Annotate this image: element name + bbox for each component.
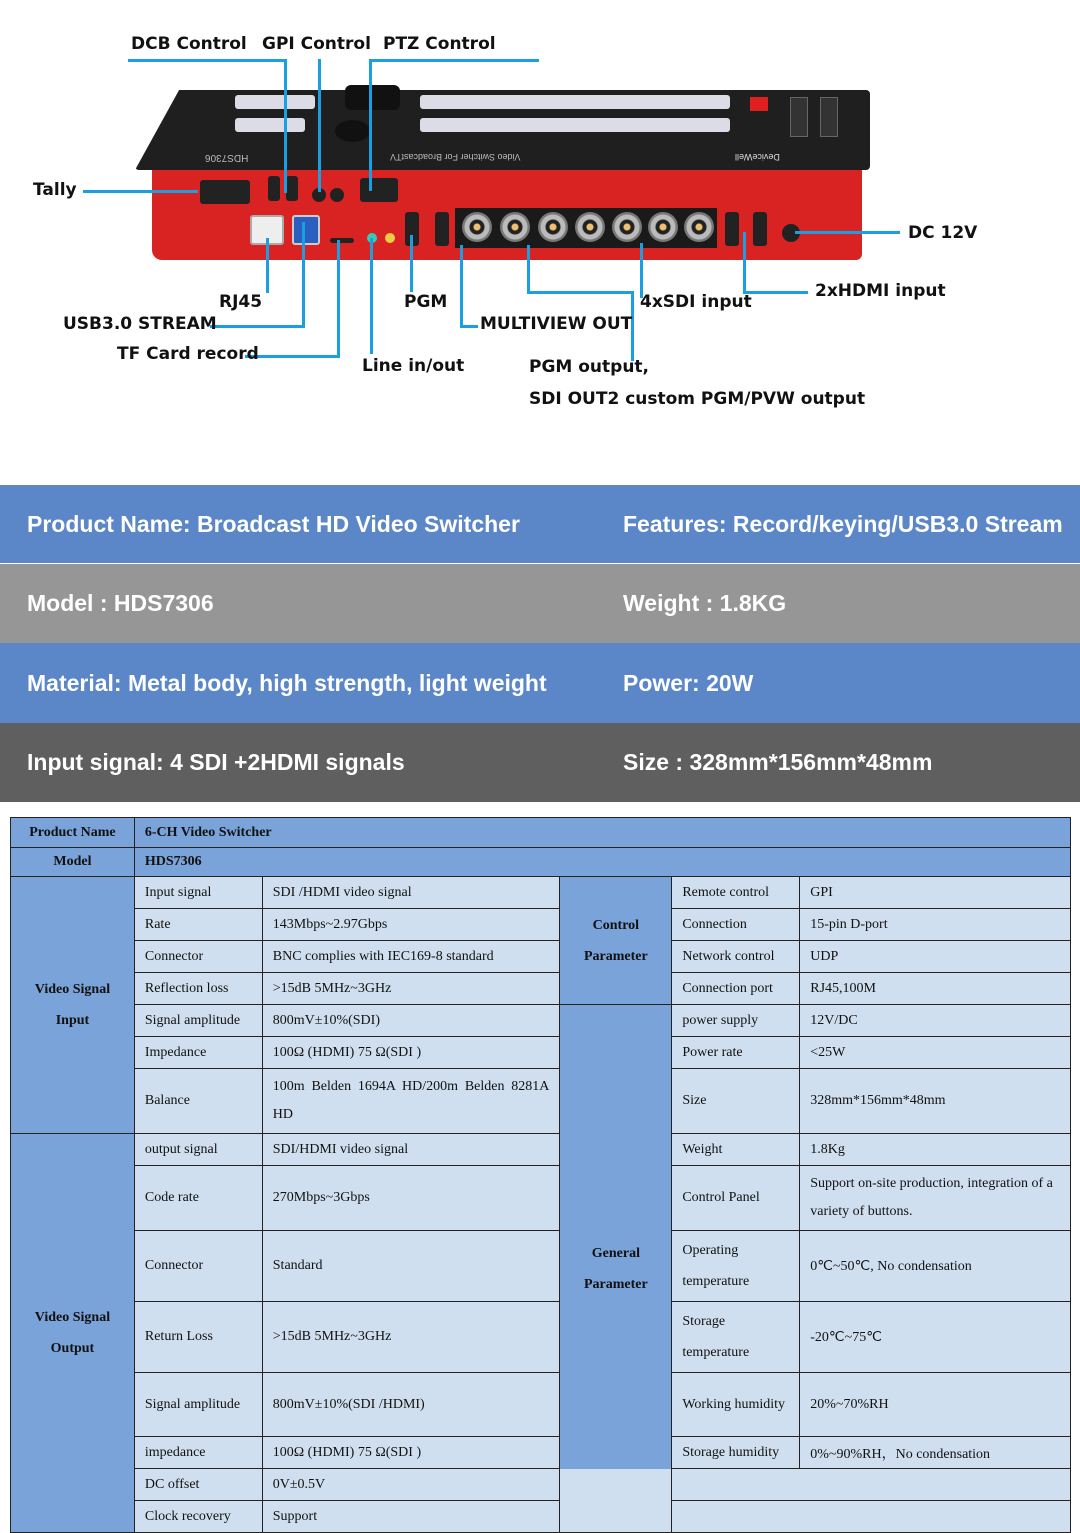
callout-line bbox=[795, 231, 900, 234]
callout-dc-12v: DC 12V bbox=[908, 223, 978, 243]
spec-label: output signal bbox=[134, 1134, 262, 1166]
device-buttons bbox=[235, 118, 305, 132]
spec-label: Clock recovery bbox=[134, 1501, 262, 1533]
spec-value: GPI bbox=[800, 877, 1071, 909]
spec-value: 800mV±10%(SDI) bbox=[262, 1005, 560, 1037]
bnc-connector-icon bbox=[538, 212, 568, 242]
summary-band-material bbox=[0, 643, 1080, 723]
callout-tf-card: TF Card record bbox=[117, 344, 259, 364]
model-value: HDS7306 bbox=[134, 848, 1070, 877]
callout-usb-stream: USB3.0 STREAM bbox=[63, 314, 217, 334]
knob-icon bbox=[335, 120, 370, 142]
bnc-connector-icon bbox=[500, 212, 530, 242]
band-material: Material: Metal body, high strength, light weight bbox=[27, 669, 547, 696]
callout-rj45: RJ45 bbox=[219, 292, 263, 312]
spec-label: Rate bbox=[134, 909, 262, 941]
hdmi-multiview-port-icon bbox=[435, 212, 449, 246]
callout-line bbox=[460, 245, 463, 327]
summary-band-input bbox=[0, 723, 1080, 802]
callout-line bbox=[743, 232, 746, 294]
spec-label: Power rate bbox=[672, 1037, 800, 1069]
product-hero-image bbox=[0, 0, 1080, 480]
callout-line bbox=[318, 59, 321, 192]
device-brand-label: DeviceWell bbox=[735, 152, 780, 162]
spec-value: 100m Belden 1694A HD/200m Belden 8281A HD bbox=[262, 1069, 560, 1134]
spec-label: Connector bbox=[134, 941, 262, 973]
callout-ptz-control: PTZ Control bbox=[383, 34, 496, 54]
tf-slot-icon bbox=[330, 238, 354, 243]
callout-multiview-out: MULTIVIEW OUT bbox=[480, 314, 633, 334]
spec-value: 143Mbps~2.97Gbps bbox=[262, 909, 560, 941]
band-power: Power: 20W bbox=[623, 669, 754, 696]
spec-value: SDI /HDMI video signal bbox=[262, 877, 560, 909]
usb3-port-icon bbox=[292, 215, 320, 245]
summary-band-model bbox=[0, 564, 1080, 643]
spec-value: <25W bbox=[800, 1037, 1071, 1069]
band-size: Size : 328mm*156mm*48mm bbox=[623, 749, 933, 775]
device-buttons bbox=[420, 95, 730, 109]
callout-line bbox=[640, 243, 643, 298]
spec-label: Impedance bbox=[134, 1037, 262, 1069]
callout-line bbox=[128, 59, 286, 62]
fader-icon bbox=[820, 97, 838, 137]
tally-port-icon bbox=[200, 180, 250, 204]
spec-value: >15dB 5MHz~3GHz bbox=[262, 973, 560, 1005]
callout-sdi-out2: SDI OUT2 custom PGM/PVW output bbox=[529, 389, 866, 409]
hdmi-in-port-icon bbox=[753, 212, 767, 246]
spec-label: DC offset bbox=[134, 1469, 262, 1501]
spec-value: 1.8Kg bbox=[800, 1134, 1071, 1166]
band-model: Model : HDS7306 bbox=[27, 590, 214, 616]
spec-label: Input signal bbox=[134, 877, 262, 909]
spec-label: Remote control bbox=[672, 877, 800, 909]
callout-line bbox=[337, 240, 340, 357]
callout-line bbox=[369, 59, 372, 191]
summary-band-product bbox=[0, 485, 1080, 563]
callout-line bbox=[743, 291, 808, 294]
callout-line bbox=[410, 235, 413, 292]
bnc-connector-icon bbox=[575, 212, 605, 242]
spec-value: UDP bbox=[800, 941, 1071, 973]
callout-line bbox=[245, 355, 340, 358]
spec-value: 328mm*156mm*48mm bbox=[800, 1069, 1071, 1134]
spec-value: Standard bbox=[262, 1231, 560, 1302]
device-subtitle-label: Video Switcher For BroadcastTV bbox=[390, 152, 521, 162]
spec-label: Storage humidity bbox=[672, 1437, 800, 1469]
callout-sdi-input: 4xSDI input bbox=[640, 292, 752, 312]
rs422-port-icon bbox=[360, 178, 398, 202]
spec-label: Storage temperature bbox=[672, 1302, 800, 1373]
fader-icon bbox=[750, 97, 768, 111]
callout-line bbox=[284, 59, 287, 193]
spec-label: Return Loss bbox=[134, 1302, 262, 1373]
spec-label: Signal amplitude bbox=[134, 1005, 262, 1037]
callout-line bbox=[302, 222, 305, 327]
band-product-name: Product Name: Broadcast HD Video Switcher bbox=[27, 510, 520, 537]
spec-label: Signal amplitude bbox=[134, 1373, 262, 1437]
spec-value: 800mV±10%(SDI /HDMI) bbox=[262, 1373, 560, 1437]
spec-label: Network control bbox=[672, 941, 800, 973]
device-buttons bbox=[420, 118, 730, 132]
spec-label: impedance bbox=[134, 1437, 262, 1469]
model-label: Model bbox=[11, 848, 135, 877]
spec-value: 0%~90%RH，No condensation bbox=[800, 1437, 1071, 1469]
bnc-connector-icon bbox=[648, 212, 678, 242]
callout-pgm: PGM bbox=[404, 292, 448, 312]
spec-value: >15dB 5MHz~3GHz bbox=[262, 1302, 560, 1373]
spec-value: 100Ω (HDMI) 75 Ω(SDI ) bbox=[262, 1037, 560, 1069]
spec-value: -20℃~75℃ bbox=[800, 1302, 1071, 1373]
product-name-label: Product Name bbox=[11, 818, 135, 848]
spec-label: Working humidity bbox=[672, 1373, 800, 1437]
spec-label: Connection bbox=[672, 909, 800, 941]
callout-hdmi-input: 2xHDMI input bbox=[815, 281, 946, 301]
band-input-signal: Input signal: 4 SDI +2HDMI signals bbox=[27, 749, 405, 775]
spec-label: Balance bbox=[134, 1069, 262, 1134]
callout-line bbox=[266, 238, 269, 293]
spec-value: 100Ω (HDMI) 75 Ω(SDI ) bbox=[262, 1437, 560, 1469]
spec-label: Connector bbox=[134, 1231, 262, 1302]
spec-label: power supply bbox=[672, 1005, 800, 1037]
spec-value: Support on-site production, integration of a variety of buttons. bbox=[800, 1166, 1071, 1231]
spec-value: 270Mbps~3Gbps bbox=[262, 1166, 560, 1231]
callout-tally: Tally bbox=[33, 180, 77, 200]
spec-label: Connection port bbox=[672, 973, 800, 1005]
callout-dcb-control: DCB Control bbox=[131, 34, 247, 54]
spec-value: 15-pin D-port bbox=[800, 909, 1071, 941]
spec-label: Code rate bbox=[134, 1166, 262, 1231]
spec-value: 0℃~50℃, No condensation bbox=[800, 1231, 1071, 1302]
bnc-connector-icon bbox=[612, 212, 642, 242]
gpi-jack-icon bbox=[330, 188, 344, 202]
spec-value: RJ45,100M bbox=[800, 973, 1071, 1005]
callout-line bbox=[369, 59, 539, 62]
callout-gpi-control: GPI Control bbox=[262, 34, 371, 54]
spec-value: Support bbox=[262, 1501, 1070, 1533]
spec-label: Control Panel bbox=[672, 1166, 800, 1231]
callout-line bbox=[83, 190, 198, 193]
callout-line-in-out: Line in/out bbox=[362, 356, 465, 376]
spec-label: Size bbox=[672, 1069, 800, 1134]
band-features: Features: Record/keying/USB3.0 Stream bbox=[623, 510, 1063, 537]
group-video-output: Video Signal Output bbox=[11, 1134, 135, 1533]
usb-port-icon bbox=[268, 176, 280, 201]
spec-value: 20%~70%RH bbox=[800, 1373, 1071, 1437]
spec-table bbox=[10, 817, 1071, 1533]
device-model-label: HDS7306 bbox=[205, 152, 249, 163]
group-video-input: Video Signal Input bbox=[11, 877, 135, 1134]
group-control-parameter: Control Parameter bbox=[560, 877, 672, 1005]
band-weight: Weight : 1.8KG bbox=[623, 590, 787, 616]
bnc-connector-icon bbox=[684, 212, 714, 242]
callout-pgm-output: PGM output, bbox=[529, 357, 650, 377]
spec-value: 0V±0.5V bbox=[262, 1469, 1070, 1501]
callout-line bbox=[527, 245, 530, 293]
spec-label: Weight bbox=[672, 1134, 800, 1166]
callout-line bbox=[210, 325, 305, 328]
hdmi-in-port-icon bbox=[725, 212, 739, 246]
fader-icon bbox=[790, 97, 808, 137]
product-name-value: 6-CH Video Switcher bbox=[134, 818, 1070, 848]
group-general-parameter: General Parameter bbox=[560, 1005, 672, 1533]
usb-port-icon bbox=[286, 176, 298, 201]
callout-line bbox=[370, 238, 373, 354]
callout-line bbox=[527, 291, 634, 294]
line-in-icon bbox=[385, 233, 395, 243]
spec-value: BNC complies with IEC169-8 standard bbox=[262, 941, 560, 973]
bnc-connector-icon bbox=[462, 212, 492, 242]
callout-line bbox=[460, 325, 478, 328]
spec-value: 12V/DC bbox=[800, 1005, 1071, 1037]
spec-label: Operating temperature bbox=[672, 1231, 800, 1302]
device-buttons bbox=[235, 95, 315, 109]
tbar-icon bbox=[345, 85, 400, 110]
spec-label: Reflection loss bbox=[134, 973, 262, 1005]
spec-value: SDI/HDMI video signal bbox=[262, 1134, 560, 1166]
